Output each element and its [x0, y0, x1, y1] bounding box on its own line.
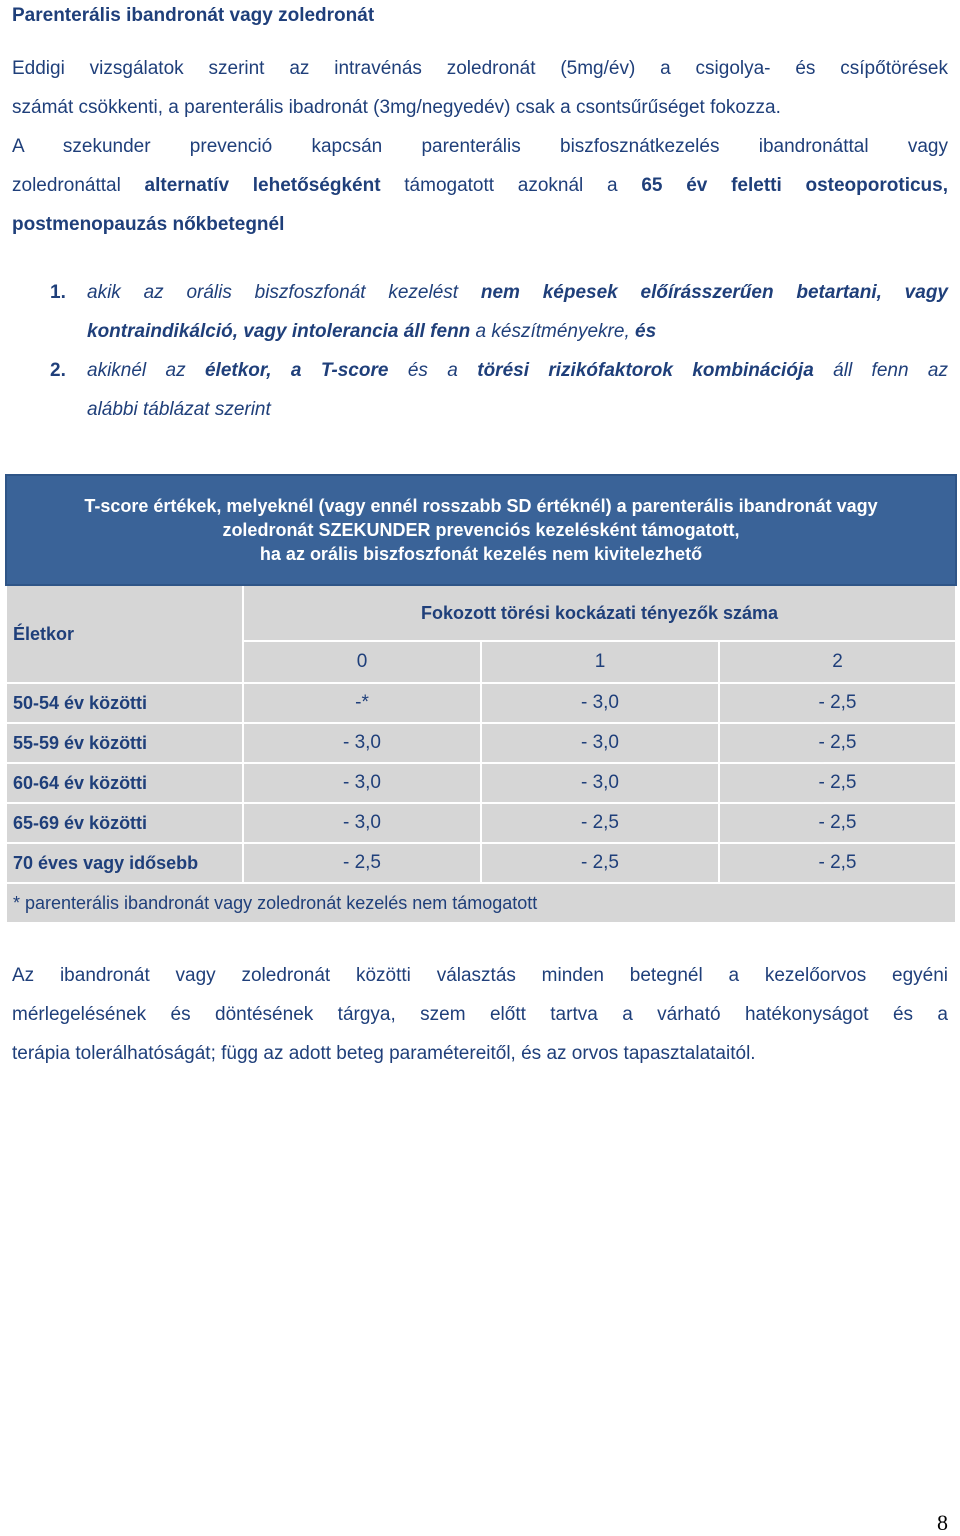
value-cell: - 2,5 [719, 803, 956, 843]
list-line [87, 351, 948, 390]
header-line: ha az orális biszfoszfonát kezelés nem kivitelezhető [259, 544, 703, 564]
intro-line [12, 166, 948, 205]
value-cell: - 2,5 [481, 803, 719, 843]
emphasis-text: 65 év feletti osteoporoticus, [641, 175, 948, 196]
page-title: Parenterális ibandronát vagy zoledronát [12, 5, 375, 26]
value-cell: - 3,0 [481, 723, 719, 763]
age-cell: 70 éves vagy idősebb [6, 843, 243, 883]
closing-line: terápia tolerálhatóságát; függ az adott beteg paramétereitől, és az orvos tapasztalataitól. [12, 1043, 756, 1064]
list-line [87, 312, 948, 351]
page-number: 8 [937, 1510, 948, 1535]
value-cell: - 2,5 [719, 843, 956, 883]
value-cell: - 2,5 [719, 683, 956, 723]
list-number: 2. [50, 360, 66, 381]
value-cell: - 2,5 [481, 843, 719, 883]
age-column-header: Életkor [6, 585, 243, 683]
list-line: alábbi táblázat szerint [87, 399, 271, 420]
table-row [6, 803, 956, 843]
value-cell: - 2,5 [243, 843, 481, 883]
value-cell: - 3,0 [481, 683, 719, 723]
value-cell: - 3,0 [243, 723, 481, 763]
emphasis-text: törési rizikófaktorok kombinációja [477, 360, 814, 381]
emphasis-text: postmenopauzás nőkbetegnél [12, 214, 285, 235]
risk-count: 1 [481, 641, 719, 683]
value-cell: -* [243, 683, 481, 723]
emphasis-text: életkor, a T-score [204, 360, 389, 381]
closing-paragraph [12, 956, 948, 1073]
table-row [6, 843, 956, 883]
list-item [50, 351, 948, 429]
value-cell: - 3,0 [243, 803, 481, 843]
intro-line [12, 205, 948, 244]
text-span: és a [388, 360, 478, 381]
risk-count: 0 [243, 641, 481, 683]
table-header [6, 475, 956, 585]
criteria-list [50, 273, 948, 429]
table-row [6, 763, 956, 803]
header-line: T-score értékek, melyeknél (vagy ennél rosszabb SD értéknél) a parenterális ibandronát vagy [84, 496, 878, 516]
intro-line: Eddigi vizsgálatok szerint az intravénás zoledronát (5mg/év) a csigolya- és csípőtörések [12, 58, 948, 79]
value-cell: - 3,0 [481, 763, 719, 803]
list-line [87, 273, 948, 312]
table-footnote: * parenterális ibandronát vagy zoledronát kezelés nem támogatott [6, 883, 956, 923]
value-cell: - 3,0 [243, 763, 481, 803]
header-line: zoledronát SZEKUNDER prevenciós kezelésként támogatott, [222, 520, 740, 540]
text-span: a készítményekre, [470, 321, 636, 342]
emphasis-text: nem képesek előírásszerűen betartani, vagy [480, 282, 948, 303]
text-span: támogatott azoknál a [380, 175, 642, 196]
emphasis-text: alternatív lehetőségként [144, 175, 381, 196]
intro-paragraph [12, 49, 948, 244]
emphasis-text: kontraindikálció, vagy intolerancia áll fenn [87, 321, 471, 342]
table-row [6, 683, 956, 723]
age-cell: 50-54 év közötti [6, 683, 243, 723]
closing-line: Az ibandronát vagy zoledronát közötti választás minden betegnél a kezelőorvos egyéni [12, 965, 948, 986]
text-span: áll fenn az [813, 360, 948, 381]
value-cell: - 2,5 [719, 763, 956, 803]
age-cell: 55-59 év közötti [6, 723, 243, 763]
age-cell: 60-64 év közötti [6, 763, 243, 803]
intro-line: A szekunder prevenció kapcsán parenterális biszfosznátkezelés ibandronáttal vagy [12, 136, 948, 157]
age-cell: 65-69 év közötti [6, 803, 243, 843]
risk-count: 2 [719, 641, 956, 683]
list-number: 1. [50, 282, 66, 303]
tscore-table [5, 474, 957, 924]
text-span: akiknél az [87, 360, 205, 381]
closing-line: mérlegelésének és döntésének tárgya, szem előtt tartva a várható hatékonyságot és a [12, 1004, 948, 1025]
risk-factor-header: Fokozott törési kockázati tényezők száma [243, 585, 956, 641]
list-item [50, 273, 948, 351]
table-row [6, 723, 956, 763]
value-cell: - 2,5 [719, 723, 956, 763]
text-span: akik az orális biszfoszfonát kezelést [87, 282, 481, 303]
text-span: zoledronáttal [12, 175, 145, 196]
emphasis-text: és [635, 321, 657, 342]
intro-line: számát csökkenti, a parenterális ibadronát (3mg/negyedév) csak a csontsűrűséget fokozza. [12, 97, 781, 118]
